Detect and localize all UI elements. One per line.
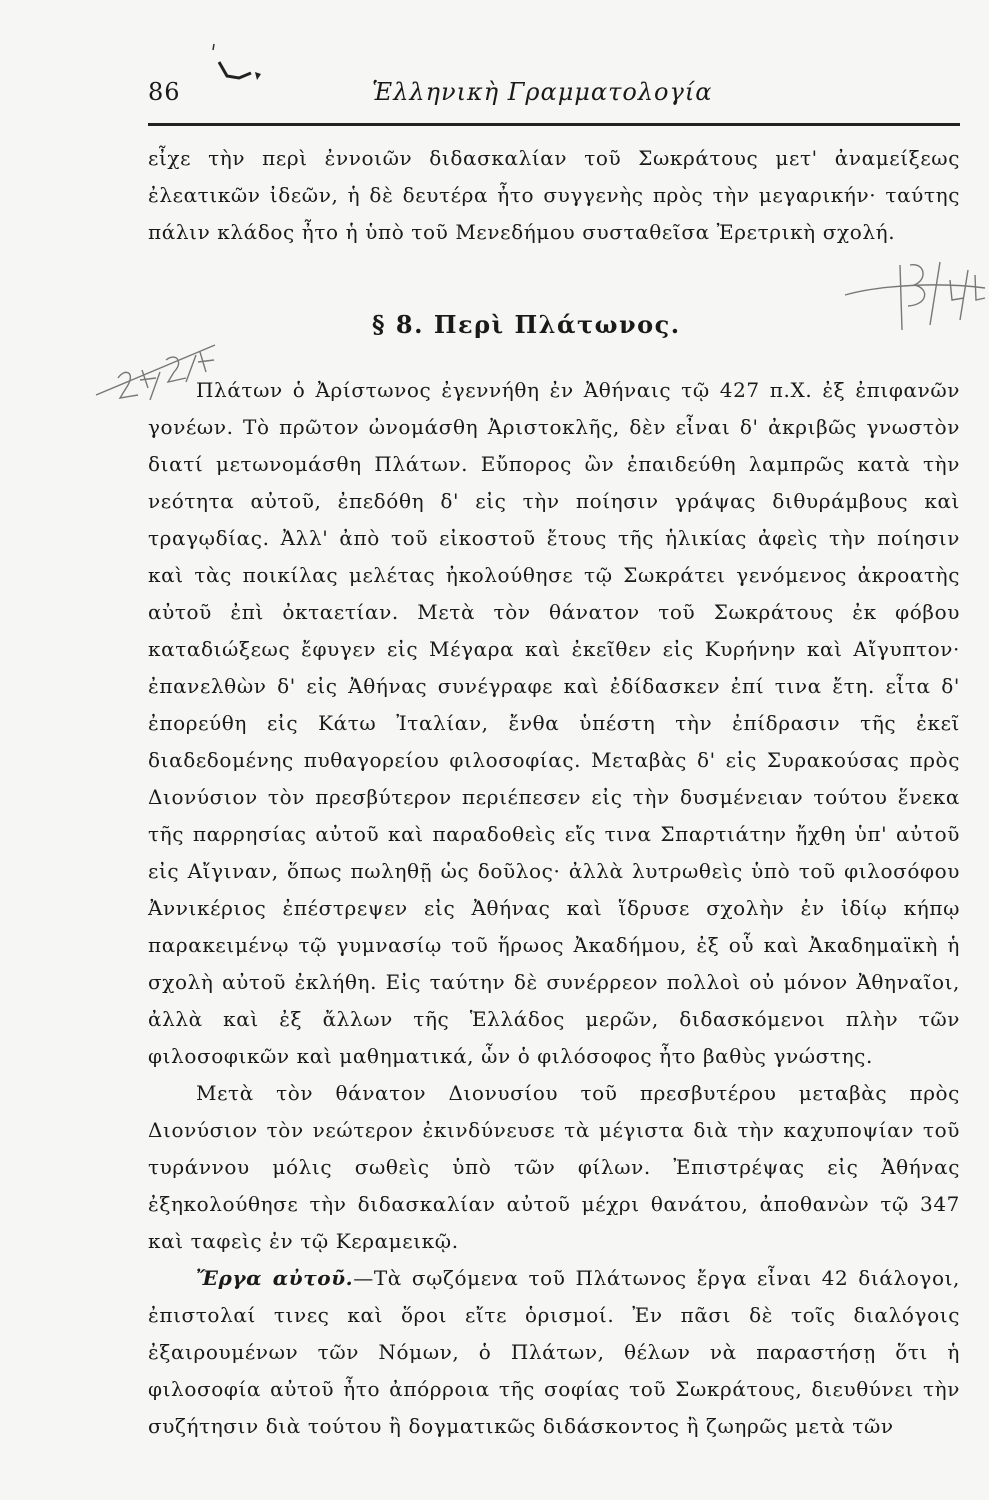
main-text bbox=[148, 372, 960, 1445]
section-title: Περὶ Πλάτωνος. bbox=[433, 310, 681, 339]
paragraph-1: Πλάτων ὁ Ἀρίστωνος ἐγεννήθη ἐν Ἀθήναις τῷ 427 π.Χ. ἐξ ἐπιφανῶν γονέων. Τὸ πρῶτον ὠνομάσθη Ἀριστοκλῆς, δὲν εἶναι δ' ἀκριβῶς γνωστὸν διατί μετωνομάσθη Πλάτων. Εὔπορος ὢν ἐπαιδεύθη λαμπρῶς κατὰ τὴν νεότητα αὐτοῦ, ἐπεδόθη δ' εἰς τὴν ποίησιν γράψας διθυράμβους καὶ τραγῳδίας. Ἀλλ' ἀπὸ τοῦ εἰκοστοῦ ἔτους τῆς ἡλικίας ἀφεὶς τὴν ποίησιν καὶ τὰς ποικίλας μελέτας ἠκολούθησε τῷ Σωκράτει γενόμενος ἀκροατὴς αὐτοῦ ἐπὶ ὀκταετίαν. Μετὰ τὸν θάνατον τοῦ Σωκράτους ἐκ φόβου καταδιώξεως ἔφυγεν εἰς Μέγαρα καὶ ἐκεῖθεν εἰς Κυρήνην καὶ Αἴγυπτον· ἐπανελθὼν δ' εἰς Ἀθήνας συνέγραφε καὶ ἐδίδασκεν ἐπί τινα ἔτη. εἶτα δ' ἐπορεύθη εἰς Κάτω Ἰταλίαν, ἔνθα ὑπέστη τὴν ἐπίδρασιν τῆς ἐκεῖ διαδεδομένης πυθαγορείου φιλοσοφίας. Μεταβὰς δ' εἰς Συρακούσας πρὸς Διονύσιον τὸν πρεσβύτερον περιέπεσεν εἰς τὴν δυσμένειαν τούτου ἕνεκα τῆς παρρησίας αὐτοῦ καὶ παραδοθεὶς εἴς τινα Σπαρτιάτην ἤχθη ὑπ' αὐτοῦ εἰς Αἴγιναν, ὅπως πωληθῇ ὡς δοῦλος· ἀλλὰ λυτρωθεὶς ὑπὸ τοῦ φιλοσόφου Ἀννικέριος ἐπέστρεψεν εἰς Ἀθήνας καὶ ἵδρυσε σχολὴν ἐν ἰδίῳ κήπῳ παρακειμένῳ τῷ γυμνασίῳ τοῦ ἥρωος Ἀκαδήμου, ἐξ οὗ καὶ Ἀκαδημαϊκὴ ἡ σχολὴ αὐτοῦ ἐκλήθη. Εἰς ταύτην δὲ συνέρρεον πολλοὶ οὐ μόνον Ἀθηναῖοι, ἀλλὰ καὶ ἐξ ἄλλων τῆς Ἑλλάδος μερῶν, διδασκόμενοι πλὴν τῶν φιλοσοφικῶν καὶ μαθηματικά, ὧν ὁ φιλόσοφος ἦτο βαθὺς γνώστης. bbox=[148, 378, 960, 1068]
works-paragraph bbox=[148, 1260, 960, 1445]
page-header bbox=[148, 78, 960, 118]
page-number: 86 bbox=[148, 78, 181, 106]
paragraph-3: Τὰ σῳζόμενα τοῦ Πλάτωνος ἔργα εἶναι 42 διάλογοι, ἐπιστολαί τινες καὶ ὅροι εἴτε ὁρισμοί. Ἐν πᾶσι δὲ τοῖς διαλόγοις ἐξαιρουμένων τῶν Νόμων, ὁ Πλάτων, θέλων νὰ παραστήσῃ ὅτι ἡ φιλοσοφία αὐτοῦ ἦτο ἀπόρροια τῆς σοφίας τοῦ Σωκράτους, διευθύνει τὴν συζήτησιν διὰ τούτου ἢ δογματικῶς διδάσκοντος ἢ ζωηρῶς μετὰ τῶν bbox=[148, 1266, 960, 1438]
ink-mark bbox=[205, 42, 265, 82]
running-title: Ἑλληνικὴ Γραμματολογία bbox=[372, 78, 713, 106]
header-rule bbox=[148, 123, 960, 126]
works-dash: — bbox=[353, 1266, 374, 1290]
handwritten-date-right bbox=[845, 262, 985, 330]
intro-paragraph: εἶχε τὴν περὶ ἐννοιῶν διδασκαλίαν τοῦ Σωκράτους μετ' ἀναμείξεως ἐλεατικῶν ἰδεῶν, ἡ δὲ δευτέρα ἦτο συγγενὴς πρὸς τὴν μεγαρικήν· ταύτης πάλιν κλάδος ἦτο ἡ ὑπὸ τοῦ Μενεδήμου συσταθεῖσα Ἐρετρικὴ σχολή. bbox=[148, 146, 960, 244]
intro-block bbox=[148, 140, 960, 251]
section-heading bbox=[372, 310, 732, 339]
paragraph-2: Μετὰ τὸν θάνατον Διονυσίου τοῦ πρεσβυτέρου μεταβὰς πρὸς Διονύσιον τὸν νεώτερον ἐκινδύνευσε τὰ μέγιστα διὰ τὴν καχυποψίαν τοῦ τυράννου μόλις σωθεὶς ὑπὸ τῶν φίλων. Ἐπιστρέψας εἰς Ἀθήνας ἐξηκολούθησε τὴν διδασκαλίαν αὐτοῦ μέχρι θανάτου, ἀποθανὼν τῷ 347 καὶ ταφεὶς ἐν τῷ Κεραμεικῷ. bbox=[148, 1081, 960, 1253]
works-heading: Ἔργα αὐτοῦ. bbox=[196, 1266, 354, 1290]
section-number: § 8. bbox=[372, 310, 424, 339]
